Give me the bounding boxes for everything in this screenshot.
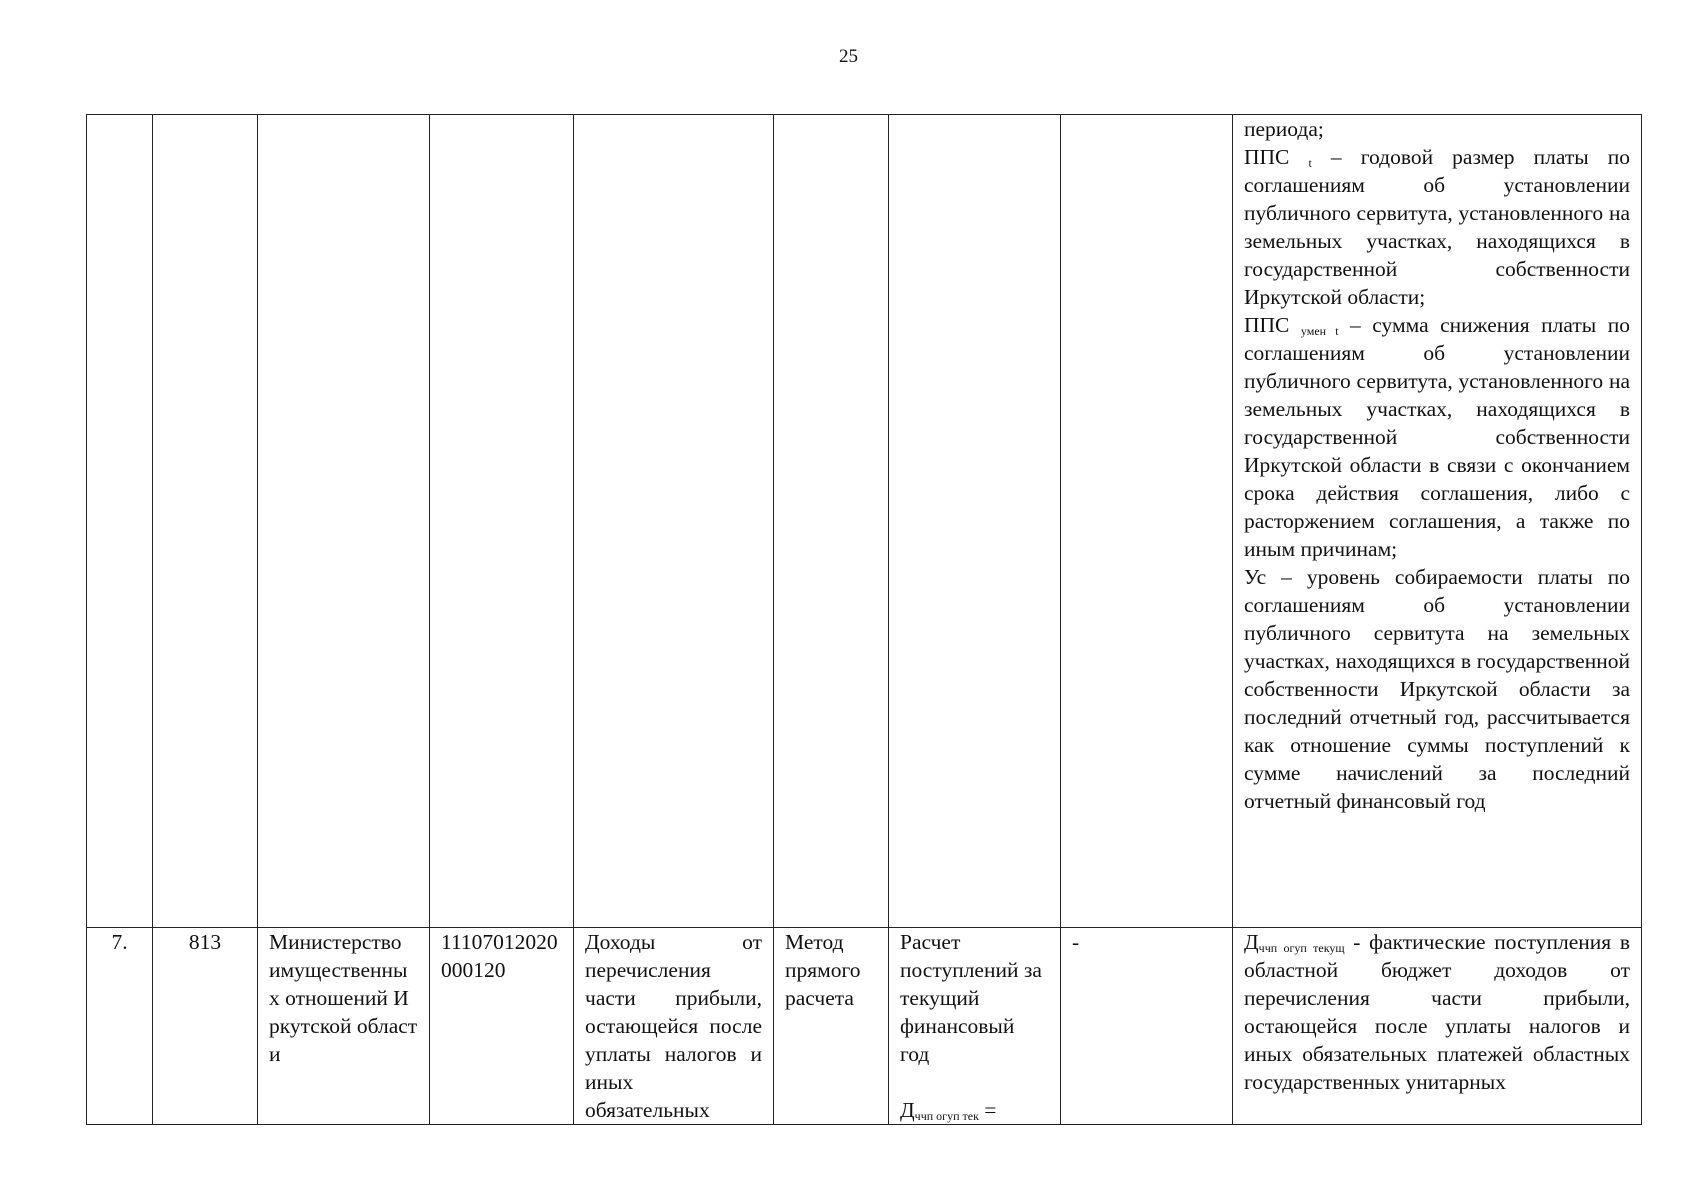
cell-income-name: Доходы от перечисления части прибыли, остающейся после уплаты налогов и иных обязательных	[574, 928, 774, 1125]
cell-kbk: 11107012020000120	[430, 928, 574, 1125]
page-number: 25	[839, 46, 858, 67]
cell-administrator	[258, 115, 430, 928]
cell-code: 813	[153, 928, 258, 1125]
cell-definitions	[1233, 115, 1642, 928]
cell-code	[153, 115, 258, 928]
cell-method: Метод прямого расчета	[774, 928, 889, 1125]
formula: $Д_{ччп огуп тек}$ =	[900, 1098, 997, 1123]
cell-kbk	[430, 115, 574, 928]
definition-item: Ус – уровень собираемости платы по соглашениям об установлении публичного сервитута на земельных участках, находящихся в государственной собственности Иркутской области за последний отчетный год, рассчитывается как отношение суммы поступлений к сумме начислений за последний отчетный финансовый год	[1244, 565, 1630, 813]
cell-algorithm	[889, 115, 1061, 928]
cell-administrator: Министерство имущественных отношений Иркутской области	[258, 928, 430, 1125]
definition-item: периода;	[1244, 117, 1324, 141]
forecast-methodology-table	[86, 114, 1642, 1125]
definition-item: ППС $_{умен t}$ – сумма снижения платы по соглашениям об установлении публичного сервитута, установленного на земельных участках, находящихся в государственной собственности Иркутской области в связи с окончанием срока действия соглашения, либо с расторжением соглашения, а также по иным причинам;	[1244, 313, 1630, 561]
cell-number: 7.	[87, 928, 153, 1125]
cell-algorithm: Расчет поступлений за текущий финансовый год $Д_{ччп огуп тек}$ =	[889, 928, 1061, 1125]
definition-item: $Д_{ччп огуп текущ}$ - фактические поступления в областной бюджет доходов от перечисления части прибыли, остающейся после уплаты налогов и иных обязательных платежей областных государственных унитарных	[1244, 930, 1631, 1094]
cell-definitions	[1233, 928, 1642, 1125]
table-row	[87, 115, 1642, 928]
cell-indicator: -	[1061, 928, 1233, 1125]
cell-method	[774, 115, 889, 928]
table-row	[87, 928, 1642, 1125]
cell-number	[87, 115, 153, 928]
cell-indicator	[1061, 115, 1233, 928]
definition-item: ППС $_t$ – годовой размер платы по соглашениям об установлении публичного сервитута, установленного на земельных участках, находящихся в государственной собственности Иркутской области;	[1244, 145, 1631, 309]
cell-income-name	[574, 115, 774, 928]
